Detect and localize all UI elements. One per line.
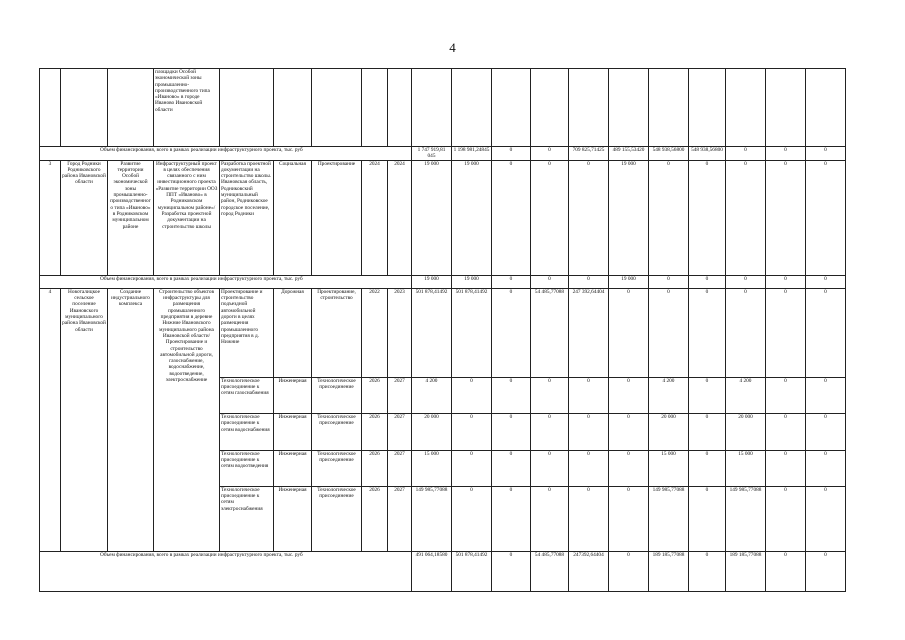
value-cell: 0 — [689, 551, 726, 591]
value-cell: 149 985,77088 — [412, 486, 452, 551]
sphere-cell: Инженерная — [274, 486, 312, 551]
value-cell: 0 — [726, 160, 766, 275]
value-cell: 15 000 — [649, 450, 689, 486]
value-cell: 501 878,41492 — [412, 288, 452, 377]
total-label: Объем финансирования, всего в рамках реализации инфраструктурного проекта, тыс. руб — [40, 275, 412, 288]
value-cell: 0 — [452, 377, 492, 413]
value-cell: 247 392,64404 — [569, 288, 609, 377]
value-cell: 189 185,77088 — [726, 551, 766, 591]
start-year-cell: 2026 — [362, 414, 388, 450]
object-cell: Технологическое присоединение к сетям газоснабжения — [220, 377, 274, 413]
value-cell: 0 — [609, 377, 649, 413]
municipality-cell: Город Родники Родниковского района Ивановской области — [61, 160, 108, 275]
infra-project-cell: Инфраструктурный проект в целях обеспечения связанного с ним инвестиционного проекта «Развитие территории ООЗ ППТ «Иваново» в Родниковском муниципальном районе»/Разработка проектной документации на строительство школы — [154, 160, 220, 275]
start-year-cell: 2026 — [362, 377, 388, 413]
value-cell: 0 — [806, 414, 846, 450]
value-cell: 0 — [492, 288, 531, 377]
sphere-cell: Инженерная — [274, 450, 312, 486]
value-cell: 0 — [569, 160, 609, 275]
value-cell: 0 — [569, 450, 609, 486]
value-cell: 0 — [492, 146, 531, 160]
row-number: 4 — [40, 288, 61, 551]
value-cell: 0 — [492, 275, 531, 288]
table-row-total — [40, 275, 846, 288]
value-cell: 0 — [569, 275, 609, 288]
value-cell: 0 — [492, 377, 531, 413]
value-cell: 0 — [806, 160, 846, 275]
value-cell: 189 185,77088 — [649, 551, 689, 591]
municipality-cell: Новоталицкое сельское поселение Ивановского муниципального района Ивановской области — [61, 288, 108, 551]
start-year-cell: 2026 — [362, 486, 388, 551]
end-year-cell: 2027 — [388, 486, 412, 551]
value-cell: 20 000 — [649, 414, 689, 450]
value-cell: 4 200 — [412, 377, 452, 413]
value-cell: 1 747 919,81 045 — [412, 146, 452, 160]
infra-project-cell: Строительство объектов инфраструктуры для размещения промышленного предприятия в деревне Нижние Ивановского муниципального района Ивановской области/Проектирование и строительство автомобильной дороги, газоснабжение, водоснабжение, водоотведение, электроснабжение — [154, 288, 220, 551]
value-cell: 0 — [689, 377, 726, 413]
table-row-total — [40, 146, 846, 160]
value-cell: 0 — [609, 414, 649, 450]
value-cell: 19 000 — [452, 160, 492, 275]
value-cell: 0 — [766, 146, 806, 160]
value-cell: 0 — [531, 377, 569, 413]
value-cell: 0 — [806, 551, 846, 591]
value-cell: 54 485,77088 — [531, 551, 569, 591]
value-cell: 0 — [726, 275, 766, 288]
value-cell: 0 — [766, 450, 806, 486]
work-type-cell: Технологическое присоединение — [312, 377, 362, 413]
work-type-cell: Проектирование, строительство — [312, 288, 362, 377]
infrastructure-projects-table — [39, 68, 846, 592]
value-cell: 19 000 — [609, 275, 649, 288]
object-cell: Технологическое присоединение к сетям водоотведения — [220, 450, 274, 486]
value-cell: 4 200 — [726, 377, 766, 413]
value-cell: 0 — [531, 486, 569, 551]
object-description: площадки Особой экономической зоны промышленно-производственного типа «Иваново» в городе Иваново Ивановской области — [154, 69, 220, 147]
value-cell: 0 — [806, 450, 846, 486]
value-cell: 0 — [609, 551, 649, 591]
value-cell: 0 — [531, 146, 569, 160]
value-cell: 0 — [689, 414, 726, 450]
value-cell: 15 000 — [412, 450, 452, 486]
table-row-total — [40, 551, 846, 591]
end-year-cell: 2023 — [388, 288, 412, 377]
value-cell: 0 — [726, 146, 766, 160]
value-cell: 709 825,71425 — [569, 146, 609, 160]
value-cell: 0 — [649, 275, 689, 288]
object-cell: Проектирование и строительство подъездной автомобильной дороги в целях размещения промышленного предприятия в д. Нижние — [220, 288, 274, 377]
value-cell: 0 — [609, 288, 649, 377]
value-cell: 0 — [531, 450, 569, 486]
value-cell: 0 — [766, 288, 806, 377]
work-type-cell: Технологическое присоединение — [312, 450, 362, 486]
value-cell: 548 938,56800 — [649, 146, 689, 160]
value-cell: 0 — [689, 288, 726, 377]
value-cell: 0 — [689, 486, 726, 551]
value-cell: 247392,64404 — [569, 551, 609, 591]
value-cell: 20 000 — [412, 414, 452, 450]
value-cell: 0 — [766, 414, 806, 450]
value-cell: 0 — [452, 450, 492, 486]
value-cell: 15 000 — [726, 450, 766, 486]
value-cell: 0 — [689, 275, 726, 288]
value-cell: 0 — [531, 275, 569, 288]
value-cell: 0 — [531, 160, 569, 275]
value-cell: 0 — [649, 160, 689, 275]
value-cell: 0 — [806, 486, 846, 551]
value-cell: 19 000 — [609, 160, 649, 275]
value-cell: 0 — [806, 146, 846, 160]
value-cell: 0 — [609, 450, 649, 486]
object-cell: Разработка проектной документации на строительство школы. Ивановская область, Родниковский муниципальный район, Родниковское городское поселение, город Родники — [220, 160, 274, 275]
object-cell: Технологическое присоединение к сетям электроснабжения — [220, 486, 274, 551]
table-row-project-4 — [40, 288, 846, 377]
value-cell: 0 — [689, 160, 726, 275]
start-year-cell: 2026 — [362, 450, 388, 486]
work-type-cell: Технологическое присоединение — [312, 414, 362, 450]
value-cell: 548 938,56800 — [689, 146, 726, 160]
page-number: 4 — [449, 40, 456, 55]
end-year-cell: 2027 — [388, 377, 412, 413]
sphere-cell: Дорожная — [274, 288, 312, 377]
value-cell: 4 200 — [649, 377, 689, 413]
value-cell: 0 — [492, 486, 531, 551]
total-label: Объем финансирования, всего в рамках реализации инфраструктурного проекта, тыс. руб — [40, 551, 412, 591]
sphere-cell: Инженерная — [274, 377, 312, 413]
total-label: Объем финансирования, всего в рамках реализации инфраструктурного проекта, тыс. руб — [40, 146, 412, 160]
value-cell: 149 985,77088 — [649, 486, 689, 551]
value-cell: 0 — [452, 486, 492, 551]
value-cell: 19 000 — [412, 275, 452, 288]
work-type-cell: Проектирование — [312, 160, 362, 275]
table-row-continuation — [40, 69, 846, 147]
value-cell: 149 985,77088 — [726, 486, 766, 551]
start-year-cell: 2024 — [362, 160, 388, 275]
end-year-cell: 2027 — [388, 414, 412, 450]
project-cell: Создание индустриального комплекса — [108, 288, 154, 551]
value-cell: 1 198 981,24845 — [452, 146, 492, 160]
value-cell: 0 — [766, 160, 806, 275]
value-cell: 0 — [492, 450, 531, 486]
table-row-project-3 — [40, 160, 846, 275]
value-cell: 0 — [531, 414, 569, 450]
value-cell: 0 — [452, 414, 492, 450]
value-cell: 0 — [649, 288, 689, 377]
value-cell: 0 — [766, 551, 806, 591]
value-cell: 0 — [806, 377, 846, 413]
value-cell: 0 — [766, 377, 806, 413]
value-cell: 0 — [569, 414, 609, 450]
value-cell: 0 — [766, 275, 806, 288]
value-cell: 0 — [569, 486, 609, 551]
value-cell: 501 878,41492 — [452, 288, 492, 377]
sphere-cell: Инженерная — [274, 414, 312, 450]
sphere-cell: Социальная — [274, 160, 312, 275]
value-cell: 0 — [492, 551, 531, 591]
row-number: 3 — [40, 160, 61, 275]
value-cell: 501 878,41492 — [452, 551, 492, 591]
value-cell: 0 — [492, 160, 531, 275]
project-cell: Развитие территории Особой экономической зоны промышленно-производственного типа «Иваново» в Родниковском муниципальном районе — [108, 160, 154, 275]
end-year-cell: 2027 — [388, 450, 412, 486]
value-cell: 0 — [806, 288, 846, 377]
object-cell: Технологическое присоединение к сетям водоснабжения — [220, 414, 274, 450]
value-cell: 491 064,18580 — [412, 551, 452, 591]
value-cell: 19 000 — [452, 275, 492, 288]
value-cell: 0 — [609, 486, 649, 551]
value-cell: 0 — [726, 288, 766, 377]
value-cell: 20 000 — [726, 414, 766, 450]
value-cell: 19 000 — [412, 160, 452, 275]
value-cell: 0 — [806, 275, 846, 288]
end-year-cell: 2024 — [388, 160, 412, 275]
value-cell: 0 — [689, 450, 726, 486]
value-cell: 0 — [492, 414, 531, 450]
value-cell: 489 155,53420 — [609, 146, 649, 160]
value-cell: 0 — [766, 486, 806, 551]
work-type-cell: Технологическое присоединение — [312, 486, 362, 551]
value-cell: 0 — [569, 377, 609, 413]
start-year-cell: 2022 — [362, 288, 388, 377]
value-cell: 54 485,77088 — [531, 288, 569, 377]
